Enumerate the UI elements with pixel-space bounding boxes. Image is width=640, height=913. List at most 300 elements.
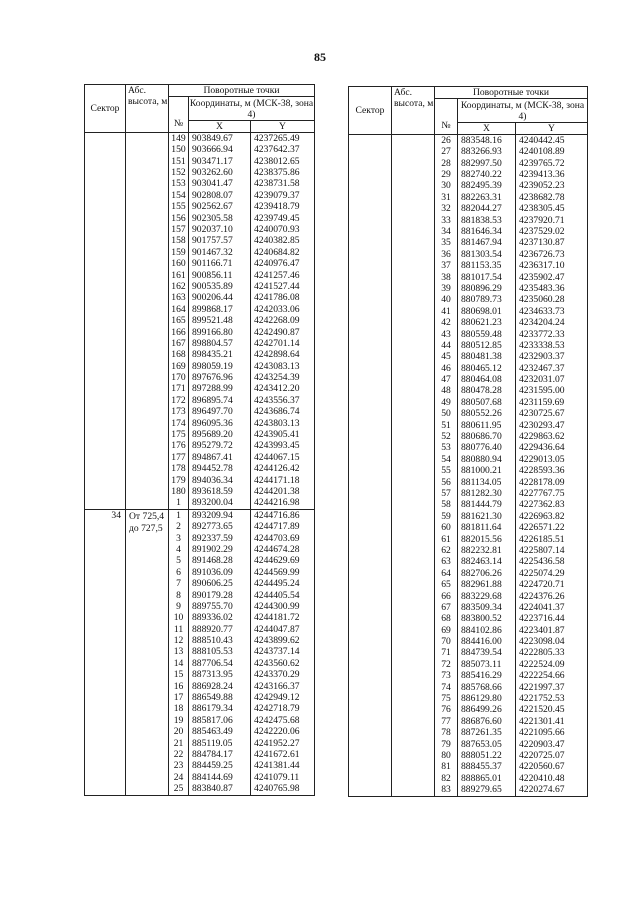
point-number-cell: 25 [169,783,189,795]
coordinate-x-cell: 888920.77 [189,624,251,635]
point-number-cell: 10 [169,612,189,623]
point-number-cell: 80 [435,750,458,761]
point-number-cell: 71 [435,648,458,659]
coordinate-x-cell: 886499.26 [458,705,516,716]
point-number-cell: 81 [435,761,458,772]
coordinate-y-cell: 4237920.71 [516,215,588,226]
point-number-cell: 29 [435,169,458,180]
coordinate-x-cell: 888051.22 [458,750,516,761]
coordinate-x-cell: 882961.88 [458,579,516,590]
coordinate-x-cell: 887653.05 [458,739,516,750]
coordinate-y-cell: 4239749.45 [251,213,315,224]
point-number-cell: 27 [435,146,458,157]
coordinate-x-cell: 880896.29 [458,283,516,294]
coordinate-x-cell: 881621.30 [458,511,516,522]
coordinate-x-cell: 892773.65 [189,521,251,532]
point-number-cell: 39 [435,283,458,294]
point-number-cell: 180 [169,486,189,497]
header-y: Y [251,121,315,133]
coordinate-y-cell: 4244495.24 [251,578,315,589]
coordinate-x-cell: 894452.78 [189,463,251,474]
coordinate-x-cell: 884416.00 [458,636,516,647]
point-number-cell: 33 [435,215,458,226]
point-number-cell: 50 [435,408,458,419]
coordinate-y-cell: 4244569.99 [251,567,315,578]
coordinate-x-cell: 881646.34 [458,226,516,237]
point-number-cell: 73 [435,670,458,681]
point-number-cell: 58 [435,500,458,511]
point-number-cell: 155 [169,201,189,212]
point-number-cell: 1 [169,498,189,510]
point-number-cell: 164 [169,304,189,315]
point-number-cell: 45 [435,351,458,362]
coordinate-x-cell: 888865.01 [458,773,516,784]
coordinate-y-cell: 4241952.27 [251,738,315,749]
point-number-cell: 32 [435,203,458,214]
point-number-cell: 26 [435,135,458,147]
coordinate-y-cell: 4235060.28 [516,294,588,305]
coordinate-y-cell: 4239052.23 [516,181,588,192]
coordinate-x-cell: 881153.35 [458,260,516,271]
coordinate-x-cell: 895279.72 [189,441,251,452]
coordinate-y-cell: 4225807.14 [516,545,588,556]
coordinate-x-cell: 894867.41 [189,452,251,463]
header-turning-points: Поворотные точки [435,87,588,99]
coordinate-x-cell: 883800.52 [458,613,516,624]
coordinate-x-cell: 880776.40 [458,443,516,454]
coordinate-y-cell: 4220560.67 [516,761,588,772]
coordinate-y-cell: 4224376.26 [516,591,588,602]
coordinate-y-cell: 4222254.66 [516,670,588,681]
point-number-cell: 175 [169,429,189,440]
coordinate-y-cell: 4235483.36 [516,283,588,294]
coordinate-x-cell: 903666.94 [189,144,251,155]
coordinate-x-cell: 880621.23 [458,317,516,328]
coordinate-x-cell: 900856.11 [189,270,251,281]
coordinate-x-cell: 888105.53 [189,647,251,658]
point-number-cell: 2 [169,521,189,532]
coordinate-y-cell: 4228593.36 [516,465,588,476]
point-number-cell: 55 [435,465,458,476]
point-number-cell: 177 [169,452,189,463]
coordinate-x-cell: 886876.60 [458,716,516,727]
coordinate-x-cell: 884784.17 [189,749,251,760]
coordinate-x-cell: 902808.07 [189,190,251,201]
coordinate-y-cell: 4244126.42 [251,463,315,474]
coordinate-y-cell: 4229013.05 [516,454,588,465]
coordinate-y-cell: 4237642.37 [251,144,315,155]
coordinate-x-cell: 885073.11 [458,659,516,670]
coordinate-y-cell: 4244703.69 [251,533,315,544]
coordinate-y-cell: 4243686.74 [251,406,315,417]
coordinate-y-cell: 4244067.15 [251,452,315,463]
coordinate-x-cell: 883548.16 [458,135,516,147]
point-number-cell: 21 [169,738,189,749]
coordinate-y-cell: 4225074.29 [516,568,588,579]
coordinate-y-cell: 4237265.49 [251,133,315,145]
coordinate-y-cell: 4223098.04 [516,636,588,647]
point-number-cell: 40 [435,294,458,305]
coordinate-x-cell: 886179.34 [189,704,251,715]
coordinate-x-cell: 880478.28 [458,386,516,397]
coordinate-x-cell: 880611.95 [458,420,516,431]
coordinate-y-cell: 4239765.72 [516,158,588,169]
coordinate-x-cell: 893209.94 [189,509,251,521]
coordinate-x-cell: 881017.54 [458,272,516,283]
point-number-cell: 31 [435,192,458,203]
point-number-cell: 42 [435,317,458,328]
point-number-cell: 11 [169,624,189,635]
coordinate-y-cell: 4237529.02 [516,226,588,237]
coordinate-x-cell: 896895.74 [189,395,251,406]
coordinates-table-left [84,84,315,796]
point-number-cell: 41 [435,306,458,317]
coordinate-x-cell: 881134.05 [458,477,516,488]
coordinate-y-cell: 4236317.10 [516,260,588,271]
point-number-cell: 1 [169,509,189,521]
sector-cell [349,135,392,797]
point-number-cell: 52 [435,431,458,442]
coordinate-y-cell: 4221095.66 [516,727,588,738]
coordinate-x-cell: 883509.34 [458,602,516,613]
coordinate-y-cell: 4238012.65 [251,156,315,167]
point-number-cell: 77 [435,716,458,727]
point-number-cell: 162 [169,281,189,292]
point-number-cell: 154 [169,190,189,201]
point-number-cell: 6 [169,567,189,578]
coordinate-y-cell: 4243737.14 [251,647,315,658]
point-number-cell: 35 [435,238,458,249]
coordinate-y-cell: 4229863.62 [516,431,588,442]
point-number-cell: 82 [435,773,458,784]
point-number-cell: 56 [435,477,458,488]
coordinate-x-cell: 881303.54 [458,249,516,260]
coordinate-y-cell: 4240108.89 [516,146,588,157]
coordinate-y-cell: 4244171.18 [251,475,315,486]
point-number-cell: 4 [169,544,189,555]
point-number-cell: 149 [169,133,189,145]
coordinate-y-cell: 4241527.44 [251,281,315,292]
coordinate-x-cell: 882232.81 [458,545,516,556]
point-number-cell: 152 [169,167,189,178]
coordinate-x-cell: 888510.43 [189,635,251,646]
coordinate-y-cell: 4227362.83 [516,500,588,511]
coordinate-x-cell: 885817.06 [189,715,251,726]
coordinate-y-cell: 4244047.87 [251,624,315,635]
point-number-cell: 3 [169,533,189,544]
coordinate-y-cell: 4240976.47 [251,258,315,269]
coordinate-y-cell: 4237130.87 [516,238,588,249]
coordinate-y-cell: 4244181.72 [251,612,315,623]
header-sector: Сектор [349,87,392,135]
coordinate-x-cell: 885463.49 [189,726,251,737]
coordinate-y-cell: 4230725.67 [516,408,588,419]
coordinate-x-cell: 901757.57 [189,236,251,247]
abs-height-cell [392,135,435,797]
sector-cell: 34 [85,509,126,795]
coordinate-y-cell: 4242033.06 [251,304,315,315]
coordinate-y-cell: 4241079.11 [251,772,315,783]
coordinate-y-cell: 4222805.33 [516,648,588,659]
point-number-cell: 157 [169,224,189,235]
point-number-cell: 171 [169,384,189,395]
point-number-cell: 28 [435,158,458,169]
coordinate-y-cell: 4241257.46 [251,270,315,281]
header-number: № [435,99,458,135]
point-number-cell: 65 [435,579,458,590]
point-number-cell: 173 [169,406,189,417]
point-number-cell: 59 [435,511,458,522]
coordinate-y-cell: 4240382.85 [251,236,315,247]
coordinate-y-cell: 4239413.36 [516,169,588,180]
point-number-cell: 23 [169,760,189,771]
coordinate-y-cell: 4229436.64 [516,443,588,454]
point-number-cell: 5 [169,555,189,566]
point-number-cell: 49 [435,397,458,408]
coordinate-x-cell: 883229.68 [458,591,516,602]
coordinate-y-cell: 4226963.82 [516,511,588,522]
coordinate-x-cell: 903471.17 [189,156,251,167]
coordinate-x-cell: 880481.38 [458,351,516,362]
coordinate-y-cell: 4241672.61 [251,749,315,760]
coordinate-y-cell: 4238375.86 [251,167,315,178]
coordinate-x-cell: 880464.08 [458,374,516,385]
coordinate-x-cell: 891902.29 [189,544,251,555]
coordinate-y-cell: 4222524.09 [516,659,588,670]
coordinate-y-cell: 4243370.29 [251,669,315,680]
point-number-cell: 156 [169,213,189,224]
coordinate-x-cell: 890606.25 [189,578,251,589]
coordinate-y-cell: 4239079.37 [251,190,315,201]
coordinate-x-cell: 901467.32 [189,247,251,258]
coordinate-y-cell: 4221301.41 [516,716,588,727]
point-number-cell: 170 [169,372,189,383]
coordinate-y-cell: 4238305.45 [516,203,588,214]
coordinate-y-cell: 4235902.47 [516,272,588,283]
coordinate-x-cell: 880465.12 [458,363,516,374]
point-number-cell: 22 [169,749,189,760]
point-number-cell: 176 [169,441,189,452]
coordinate-y-cell: 4244201.38 [251,486,315,497]
sector-cell [85,133,126,510]
point-number-cell: 74 [435,682,458,693]
coordinate-x-cell: 885768.66 [458,682,516,693]
coordinate-x-cell: 882263.31 [458,192,516,203]
coordinate-x-cell: 886129.80 [458,693,516,704]
point-number-cell: 68 [435,613,458,624]
coordinate-y-cell: 4236726.73 [516,249,588,260]
coordinate-x-cell: 882463.14 [458,556,516,567]
coordinate-x-cell: 899166.80 [189,327,251,338]
coordinate-x-cell: 900535.89 [189,281,251,292]
coordinate-y-cell: 4243899.62 [251,635,315,646]
coordinate-x-cell: 886928.24 [189,681,251,692]
coordinate-x-cell: 891036.09 [189,567,251,578]
point-number-cell: 7 [169,578,189,589]
table-row [85,509,315,521]
point-number-cell: 76 [435,705,458,716]
coordinate-y-cell: 4244629.69 [251,555,315,566]
coordinate-y-cell: 4240070.93 [251,224,315,235]
coordinate-y-cell: 4244717.89 [251,521,315,532]
point-number-cell: 60 [435,522,458,533]
coordinate-x-cell: 897676.96 [189,372,251,383]
coordinate-y-cell: 4238682.78 [516,192,588,203]
coordinate-x-cell: 885416.29 [458,670,516,681]
point-number-cell: 62 [435,545,458,556]
point-number-cell: 12 [169,635,189,646]
point-number-cell: 63 [435,556,458,567]
table-body-left [85,133,315,796]
point-number-cell: 163 [169,292,189,303]
coordinate-y-cell: 4221520.45 [516,705,588,716]
coordinate-y-cell: 4224720.71 [516,579,588,590]
coordinate-x-cell: 889279.65 [458,784,516,796]
coordinate-x-cell: 887313.95 [189,669,251,680]
point-number-cell: 78 [435,727,458,738]
coordinate-y-cell: 4233338.53 [516,340,588,351]
point-number-cell: 18 [169,704,189,715]
coordinate-x-cell: 887706.54 [189,658,251,669]
coordinate-x-cell: 902562.67 [189,201,251,212]
point-number-cell: 178 [169,463,189,474]
point-number-cell: 17 [169,692,189,703]
header-turning-points: Поворотные точки [169,85,315,97]
coordinate-x-cell: 896095.36 [189,418,251,429]
abs-height-cell: От 725,4 до 727,5 [126,509,169,795]
coordinate-x-cell: 897288.99 [189,384,251,395]
coordinate-y-cell: 4227767.75 [516,488,588,499]
coordinate-x-cell: 903041.47 [189,179,251,190]
header-y: Y [516,123,588,135]
coordinate-y-cell: 4243803.13 [251,418,315,429]
coordinate-x-cell: 899521.48 [189,315,251,326]
coordinate-x-cell: 893618.59 [189,486,251,497]
point-number-cell: 172 [169,395,189,406]
coordinate-y-cell: 4242475.68 [251,715,315,726]
point-number-cell: 151 [169,156,189,167]
point-number-cell: 37 [435,260,458,271]
coordinate-y-cell: 4223716.44 [516,613,588,624]
coordinate-y-cell: 4242898.64 [251,349,315,360]
point-number-cell: 70 [435,636,458,647]
coordinate-y-cell: 4231159.69 [516,397,588,408]
coordinate-y-cell: 4223401.87 [516,625,588,636]
point-number-cell: 161 [169,270,189,281]
header-coordinates: Координаты, м (МСК-38, зона 4) [189,97,314,120]
coordinate-x-cell: 900206.44 [189,292,251,303]
coordinate-y-cell: 4240442.45 [516,135,588,147]
point-number-cell: 57 [435,488,458,499]
coordinate-x-cell: 880507.68 [458,397,516,408]
coordinate-y-cell: 4234204.24 [516,317,588,328]
coordinate-y-cell: 4243166.37 [251,681,315,692]
coordinate-y-cell: 4232031.07 [516,374,588,385]
coordinate-x-cell: 891468.28 [189,555,251,566]
coordinate-y-cell: 4231595.00 [516,386,588,397]
coordinate-x-cell: 883840.87 [189,783,251,795]
coordinate-y-cell: 4241381.44 [251,760,315,771]
point-number-cell: 150 [169,144,189,155]
point-number-cell: 19 [169,715,189,726]
coordinate-y-cell: 4243412.20 [251,384,315,395]
coordinate-x-cell: 882706.26 [458,568,516,579]
coordinate-y-cell: 4242718.79 [251,704,315,715]
point-number-cell: 83 [435,784,458,796]
table-row [85,133,315,145]
coordinate-y-cell: 4238731.58 [251,179,315,190]
abs-height-cell [126,133,169,510]
coordinate-x-cell: 884102.86 [458,625,516,636]
coordinates-table-right [348,86,588,797]
point-number-cell: 13 [169,647,189,658]
coordinate-x-cell: 890179.28 [189,590,251,601]
point-number-cell: 51 [435,420,458,431]
coordinate-x-cell: 882044.27 [458,203,516,214]
coordinate-y-cell: 4232903.37 [516,351,588,362]
coordinate-y-cell: 4221752.53 [516,693,588,704]
coordinate-x-cell: 881282.30 [458,488,516,499]
coordinate-x-cell: 886549.88 [189,692,251,703]
point-number-cell: 67 [435,602,458,613]
coordinate-x-cell: 880698.01 [458,306,516,317]
point-number-cell: 34 [435,226,458,237]
header-sector: Сектор [85,85,126,133]
point-number-cell: 66 [435,591,458,602]
header-abs-height: Абс. высота, м [126,85,169,133]
coordinate-y-cell: 4241786.08 [251,292,315,303]
coordinate-y-cell: 4225436.58 [516,556,588,567]
point-number-cell: 179 [169,475,189,486]
coordinate-x-cell: 881467.94 [458,238,516,249]
coordinate-y-cell: 4232467.37 [516,363,588,374]
point-number-cell: 79 [435,739,458,750]
point-number-cell: 16 [169,681,189,692]
point-number-cell: 69 [435,625,458,636]
coordinate-y-cell: 4234633.73 [516,306,588,317]
coordinate-y-cell: 4220903.47 [516,739,588,750]
point-number-cell: 8 [169,590,189,601]
point-number-cell: 174 [169,418,189,429]
point-number-cell: 30 [435,181,458,192]
coordinate-y-cell: 4220725.07 [516,750,588,761]
point-number-cell: 38 [435,272,458,283]
coordinate-y-cell: 4240765.98 [251,783,315,795]
coordinate-y-cell: 4243993.45 [251,441,315,452]
point-number-cell: 168 [169,349,189,360]
coordinate-x-cell: 895689.20 [189,429,251,440]
coordinate-y-cell: 4226571.22 [516,522,588,533]
coordinate-y-cell: 4226185.51 [516,534,588,545]
coordinate-y-cell: 4224041.37 [516,602,588,613]
coordinate-x-cell: 880789.73 [458,294,516,305]
coordinate-x-cell: 882015.56 [458,534,516,545]
header-x: X [458,123,516,135]
coordinate-x-cell: 883266.93 [458,146,516,157]
point-number-cell: 48 [435,386,458,397]
coordinate-y-cell: 4244674.28 [251,544,315,555]
point-number-cell: 46 [435,363,458,374]
coordinate-y-cell: 4242949.12 [251,692,315,703]
point-number-cell: 61 [435,534,458,545]
coordinate-x-cell: 881000.21 [458,465,516,476]
table-body-right [349,135,588,797]
coordinate-x-cell: 898059.19 [189,361,251,372]
coordinate-y-cell: 4220274.67 [516,784,588,796]
coordinate-y-cell: 4240684.82 [251,247,315,258]
point-number-cell: 159 [169,247,189,258]
point-number-cell: 158 [169,236,189,247]
